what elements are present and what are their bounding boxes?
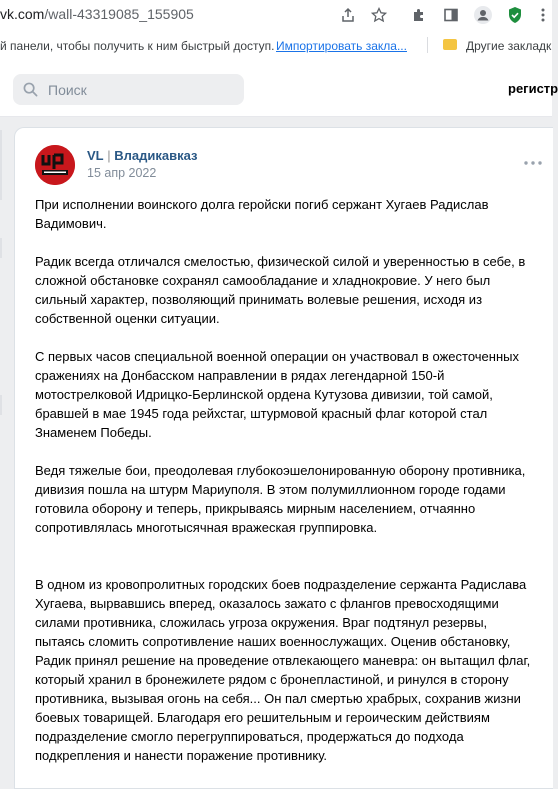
- text-line: Знаменем Победы.: [35, 425, 152, 440]
- post-text: [35, 195, 540, 765]
- text-line: При исполнении воинского долга геройски погиб сержант Хугаев Радислав: [35, 197, 489, 212]
- menu-icon[interactable]: [533, 5, 553, 25]
- browser-toolbar: [0, 0, 552, 31]
- share-icon[interactable]: [338, 5, 358, 25]
- text-line: готовила оборону и теперь, прикрываясь мирным населением, отчаянно: [35, 501, 476, 516]
- text-line: Радик всегда отличался смелостью, физической силой и уверенностью в себе, в: [35, 254, 526, 269]
- folder-icon: [443, 39, 457, 50]
- paragraph-gap: [35, 328, 540, 347]
- text-line: пытаясь сломить сопротивление наших военнослужащих. Оценив обстановку,: [35, 634, 511, 649]
- post-card: [14, 127, 553, 789]
- bookmarks-divider: [427, 37, 428, 53]
- text-line: подкрепления и нанести поражение противнику.: [35, 748, 328, 763]
- text-line: Вадимович.: [35, 216, 107, 231]
- search-input[interactable]: [13, 74, 244, 105]
- text-line: В одном из кровопролитных городских боев подразделение сержанта Радислава: [35, 577, 527, 592]
- text-line: подразделение смогло перегруппироваться, продержаться до подхода: [35, 729, 464, 744]
- more-options-icon[interactable]: [523, 160, 543, 166]
- post-author[interactable]: [87, 148, 197, 163]
- left-divider: [0, 395, 2, 415]
- url-host: vk.com: [0, 6, 45, 22]
- author-name: VL: [87, 148, 104, 163]
- text-line: боевых товарищей. Благодаря его решительным и героическим действиям: [35, 710, 490, 725]
- shield-icon[interactable]: [505, 5, 525, 25]
- author-separator: |: [103, 148, 115, 163]
- text-line: Хугаева, вырвавшись вперед, оказалось зажато с флангов превосходящими: [35, 596, 499, 611]
- paragraph-gap: [35, 442, 540, 461]
- star-icon[interactable]: [369, 5, 389, 25]
- text-line: сражениях на Донбасском направлении в рядах легендарной 150-й: [35, 368, 445, 383]
- paragraph-gap: [35, 537, 540, 556]
- url-path: /wall-43319085_155905: [44, 6, 194, 22]
- paragraph-gap: [35, 233, 540, 252]
- import-bookmarks-link[interactable]: Импортировать закла...: [276, 39, 407, 53]
- other-bookmarks[interactable]: Другие закладк: [466, 39, 552, 53]
- text-line: сложной обстановке сохранял самообладание и хладнокровие. У него был: [35, 273, 491, 288]
- group-logo: [35, 145, 75, 185]
- extension-icon[interactable]: [409, 5, 429, 25]
- sidebar-icon[interactable]: [441, 5, 461, 25]
- text-line: С первых часов специальной военной операции он участвовал в ожесточенных: [35, 349, 519, 364]
- text-line: бравшей в мае 1945 года рейхстаг, штурмовой красный флаг которой стал: [35, 406, 488, 421]
- text-line: дивизия пошла на штурм Мариуполя. В этом полумиллионном городе годами: [35, 482, 506, 497]
- bookmarks-hint: й панели, чтобы получить к ним быстрый доступ.: [0, 39, 275, 53]
- text-line: силами противника, сложилась угроза окружения. Враг подтянул резервы,: [35, 615, 488, 630]
- text-line: который хранил в бронежилете рядом с бронепластиной, и ринулся в сторону: [35, 672, 509, 687]
- text-line: сильный характер, позволяющий принимать волевые решения, исходя из: [35, 292, 483, 307]
- search-icon: [23, 82, 38, 97]
- author-city: Владикавказ: [114, 148, 198, 163]
- left-divider: [0, 238, 2, 258]
- text-line: собственной оценки ситуации.: [35, 311, 220, 326]
- site-header: [0, 59, 558, 117]
- search-placeholder: Поиск: [48, 82, 87, 98]
- text-line: Ведя тяжелые бои, преодолевая глубокоэшелонированную оборону противника,: [35, 463, 526, 478]
- address-bar[interactable]: [0, 6, 194, 22]
- bookmarks-bar: [0, 31, 552, 60]
- paragraph-gap: [35, 556, 540, 575]
- text-line: противника, вызывая огонь на себя... Он пал смертью храбрых, сохранив жизни: [35, 691, 521, 706]
- register-link[interactable]: регистр: [508, 81, 558, 96]
- post-date[interactable]: 15 апр 2022: [87, 166, 157, 180]
- profile-icon[interactable]: [473, 5, 493, 25]
- left-divider: [0, 130, 2, 200]
- text-line: мотострелковой Идрицко-Берлинской ордена Кутузова дивизии, той самой,: [35, 387, 493, 402]
- text-line: Радик принял решение на проведение отвлекающего маневра: он вытащил флаг,: [35, 653, 531, 668]
- avatar[interactable]: [35, 145, 75, 185]
- text-line: сопротивлялась многотысячная вражеская группировка.: [35, 520, 378, 535]
